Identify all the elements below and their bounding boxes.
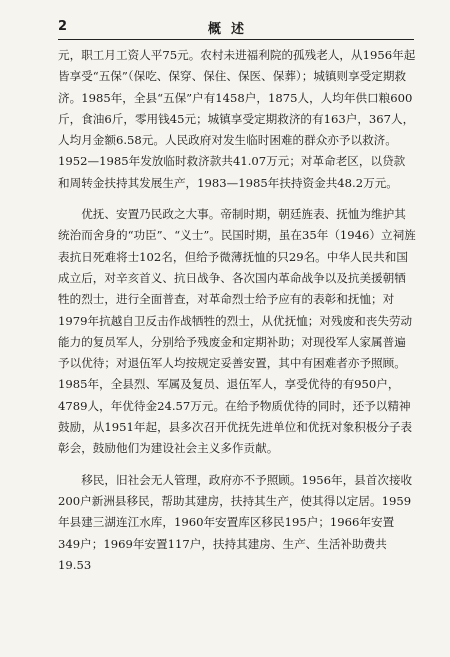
paragraph-gap <box>58 460 416 470</box>
header-rule <box>58 39 414 40</box>
body-text <box>58 45 416 576</box>
paragraph-welfare: 元，职工月工资人平75元。农村未进福利院的孤残老人，从1956年起皆享受“五保”（保吃、保穿、保住、保医、保葬）；城镇则享受定期救济。1985年，全县“五保”户有1458户，1875人，人均年供口粮600斤，食油6斤，零用钱45元；城镇享受定期救济的有163户，367人，人均月金额6.58元。人民政府对发生临时困难的群众亦予以救济。1952—1985年发放临时救济款共41.07万元；对革命老区，以贷款和周转金扶持其发展生产，1983—1985年扶持资金共48.2万元。 <box>58 48 416 190</box>
paragraph-resettlement: 移民，旧社会无人管理，政府亦不予照顾。1956年，县首次接收200户新洲县移民，帮助其建房，扶持其生产，使其得以定居。1959年县建三湖连江水库，1960年安置库区移民195户；1966年安置349户；1969年安置117户，扶持其建房、生产、生活补助费共19.53 <box>58 472 413 572</box>
paragraph-special-care: 优抚、安置乃民政之大事。帝制时期，朝廷旌表、抚恤为维护其统治而舍身的“功臣”、“义士”。民国时期，虽在35年（1946）立祠旌表抗日死难将士102名，但给予微薄抚恤的只29名。中华人民共和国成立后，对辛亥首义、抗日战争、各次国内革命战争以及抗美援朝牺牲的烈士，进行全面普查，对革命烈士给予应有的表彰和抚恤；对1979年抗越自卫反击作战牺牲的烈士，从优抚恤；对残废和丧失劳动能力的复员军人，分别给予残废金和定期补助；对现役军人家属普遍予以优待；对退伍军人均按规定妥善安置，其中有困难者亦予照顾。1985年，全县烈、军属及复员、退伍军人，享受优待的有950户，4789人，年优待金24.57万元。在给予物质优待的同时，还予以精神鼓励，从1951年起，县多次召开优抚先进单位和优抚对象积极分子表彰会，鼓励他们为建设社会主义多作贡献。 <box>58 207 416 456</box>
page-number: 2 <box>58 19 68 34</box>
page-header <box>58 17 414 37</box>
running-title: 概述 <box>208 22 255 37</box>
paragraph-gap <box>58 194 416 204</box>
